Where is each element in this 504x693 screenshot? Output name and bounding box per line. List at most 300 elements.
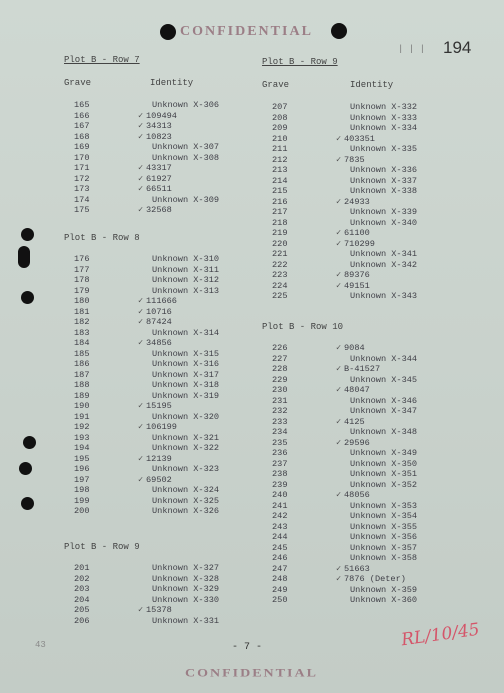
grave-row — [74, 496, 249, 507]
grave-number: 202 — [74, 573, 90, 584]
grave-row — [272, 155, 447, 166]
grave-row — [272, 522, 447, 533]
grave-row — [272, 427, 447, 438]
identity-value: 43317 — [146, 163, 172, 173]
punch-hole-left-1 — [21, 228, 34, 241]
identity-value: Unknown X-357 — [350, 542, 418, 553]
grave-row — [272, 553, 447, 564]
grave-number: 173 — [74, 184, 90, 194]
grave-row — [272, 459, 447, 470]
left-identity-header: Identity — [150, 78, 194, 88]
identity-value: Unknown X-355 — [350, 521, 418, 532]
identity-value: 4125 — [344, 416, 365, 427]
grave-number: 196 — [74, 464, 90, 474]
grave-row — [272, 144, 447, 155]
grave-row — [272, 197, 447, 208]
grave-number: 249 — [272, 584, 288, 595]
grave-row — [272, 438, 447, 449]
punch-hole-left-6 — [21, 497, 34, 510]
grave-row — [74, 163, 249, 174]
identity-value: Unknown X-322 — [152, 443, 220, 453]
identity-value: Unknown X-329 — [152, 584, 220, 594]
grave-row — [74, 174, 249, 185]
identity-value: 48047 — [344, 385, 370, 395]
check-mark: ✓ — [336, 280, 342, 291]
identity-value: Unknown X-344 — [350, 353, 418, 364]
grave-row — [74, 100, 249, 111]
grave-number: 225 — [272, 291, 288, 301]
identity-value: Unknown X-314 — [152, 327, 220, 338]
grave-number: 218 — [272, 217, 288, 228]
grave-row — [272, 239, 447, 250]
grave-number: 190 — [74, 401, 90, 411]
right-identity-header: Identity — [350, 80, 394, 90]
identity-value: Unknown X-360 — [350, 595, 418, 605]
grave-number: 177 — [74, 264, 90, 275]
punch-hole-left-3 — [21, 291, 34, 304]
identity-value: Unknown X-335 — [350, 144, 418, 154]
grave-row — [272, 385, 447, 396]
left-plot-b-row-8-title: Plot B - Row 8 — [64, 233, 140, 243]
handwritten-initials: RL/10/45 — [399, 619, 481, 651]
grave-row — [272, 123, 447, 134]
grave-number: 236 — [272, 448, 288, 458]
grave-row — [272, 281, 447, 292]
identity-value: Unknown X-347 — [350, 406, 418, 416]
grave-number: 207 — [272, 102, 288, 112]
grave-number: 176 — [74, 254, 90, 264]
grave-number: 240 — [272, 490, 288, 500]
grave-number: 211 — [272, 144, 288, 154]
identity-value: Unknown X-309 — [152, 194, 220, 205]
left-plot-b-row-9-title: Plot B - Row 9 — [64, 542, 140, 552]
grave-number: 219 — [272, 228, 288, 238]
check-mark: ✓ — [336, 437, 342, 448]
right-plot-b-row-9-title: Plot B - Row 9 — [262, 57, 338, 67]
grave-number: 213 — [272, 165, 288, 175]
grave-row — [272, 480, 447, 491]
check-mark: ✓ — [138, 205, 144, 215]
identity-value: Unknown X-352 — [350, 479, 418, 490]
grave-row — [74, 506, 249, 517]
grave-row — [272, 228, 447, 239]
grave-number: 210 — [272, 133, 288, 144]
grave-row — [74, 296, 249, 307]
confidential-stamp-top: CONFIDENTIAL — [180, 24, 313, 39]
grave-row — [74, 412, 249, 423]
identity-value: 48056 — [344, 490, 370, 500]
identity-value: B-41527 — [344, 364, 381, 374]
check-mark: ✓ — [138, 422, 144, 432]
check-mark: ✓ — [336, 228, 342, 238]
identity-value: Unknown X-331 — [152, 615, 220, 626]
check-mark: ✓ — [336, 270, 342, 280]
grave-number: 206 — [74, 615, 90, 626]
identity-value: Unknown X-339 — [350, 207, 418, 217]
grave-number: 167 — [74, 121, 90, 131]
identity-value: 34856 — [146, 338, 172, 348]
identity-value: Unknown X-316 — [152, 359, 220, 369]
identity-value: 61927 — [146, 173, 172, 184]
grave-number: 186 — [74, 359, 90, 369]
identity-value: 111666 — [146, 296, 177, 306]
identity-value: Unknown X-310 — [152, 254, 220, 264]
grave-number: 183 — [74, 327, 90, 338]
identity-value: 89376 — [344, 270, 370, 280]
grave-row — [74, 464, 249, 475]
identity-value: Unknown X-332 — [350, 102, 418, 112]
grave-number: 194 — [74, 443, 90, 453]
grave-row — [272, 448, 447, 459]
identity-value: Unknown X-327 — [152, 563, 220, 573]
check-mark: ✓ — [138, 474, 144, 485]
grave-row — [74, 359, 249, 370]
grave-row — [74, 454, 249, 465]
left-grave-header: Grave — [64, 78, 92, 88]
grave-number: 239 — [272, 479, 288, 490]
identity-value: Unknown X-328 — [152, 573, 220, 584]
page-number: 194 — [443, 38, 472, 57]
punch-hole-left-4 — [23, 436, 36, 449]
grave-row — [74, 584, 249, 595]
grave-number: 187 — [74, 369, 90, 380]
grave-number: 221 — [272, 249, 288, 259]
right-grave-header: Grave — [262, 80, 290, 90]
grave-number: 234 — [272, 427, 288, 437]
grave-number: 185 — [74, 348, 90, 359]
identity-value: Unknown X-359 — [350, 584, 418, 595]
identity-value: 34313 — [146, 121, 172, 131]
check-mark: ✓ — [336, 563, 342, 574]
grave-number: 250 — [272, 595, 288, 605]
grave-row — [272, 176, 447, 187]
grave-row — [272, 417, 447, 428]
grave-number: 166 — [74, 110, 90, 121]
identity-value: Unknown X-351 — [350, 469, 418, 479]
check-mark: ✓ — [138, 163, 144, 173]
identity-value: Unknown X-324 — [152, 485, 220, 495]
check-mark: ✓ — [138, 453, 144, 464]
identity-value: 29596 — [344, 437, 370, 448]
identity-value: 710299 — [344, 238, 375, 249]
identity-value: 24933 — [344, 196, 370, 207]
grave-row — [272, 375, 447, 386]
identity-value: Unknown X-315 — [152, 348, 220, 359]
grave-row — [272, 165, 447, 176]
grave-row — [272, 564, 447, 575]
identity-value: 61100 — [344, 228, 370, 238]
identity-value: Unknown X-313 — [152, 285, 220, 296]
identity-value: Unknown X-307 — [152, 142, 220, 152]
grave-number: 179 — [74, 285, 90, 296]
grave-number: 198 — [74, 485, 90, 495]
identity-value: 7876 (Deter) — [344, 574, 406, 584]
identity-value: Unknown X-341 — [350, 249, 418, 259]
grave-number: 214 — [272, 175, 288, 186]
grave-number: 226 — [272, 343, 288, 353]
grave-row — [74, 338, 249, 349]
grave-number: 175 — [74, 205, 90, 215]
check-mark: ✓ — [336, 343, 342, 353]
check-mark: ✓ — [138, 338, 144, 348]
grave-number: 199 — [74, 495, 90, 506]
identity-value: Unknown X-319 — [152, 390, 220, 401]
identity-value: 10823 — [146, 131, 172, 142]
identity-value: Unknown X-323 — [152, 464, 220, 474]
grave-row — [272, 354, 447, 365]
identity-value: Unknown X-325 — [152, 495, 220, 506]
right-row-9-list — [272, 102, 447, 302]
grave-number: 209 — [272, 123, 288, 133]
identity-value: Unknown X-326 — [152, 506, 220, 516]
grave-row — [74, 475, 249, 486]
check-mark: ✓ — [336, 133, 342, 144]
grave-row — [272, 186, 447, 197]
identity-value: Unknown X-348 — [350, 427, 418, 437]
grave-number: 241 — [272, 500, 288, 511]
grave-row — [272, 585, 447, 596]
grave-number: 247 — [272, 563, 288, 574]
grave-row — [272, 291, 447, 302]
identity-value: Unknown X-321 — [152, 432, 220, 443]
left-row-7-list — [74, 100, 249, 216]
right-row-10-list — [272, 343, 447, 606]
identity-value: 32568 — [146, 205, 172, 215]
check-mark: ✓ — [138, 184, 144, 194]
pencil-note: 43 — [35, 640, 46, 650]
grave-number: 200 — [74, 506, 90, 516]
check-mark: ✓ — [336, 238, 342, 249]
check-mark: ✓ — [336, 364, 342, 374]
grave-number: 181 — [74, 306, 90, 317]
grave-row — [272, 469, 447, 480]
grave-row — [272, 134, 447, 145]
identity-value: Unknown X-308 — [152, 152, 220, 163]
grave-row — [74, 563, 249, 574]
identity-value: Unknown X-340 — [350, 217, 418, 228]
grave-row — [74, 195, 249, 206]
grave-row — [74, 317, 249, 328]
identity-value: 10716 — [146, 306, 172, 317]
grave-number: 192 — [74, 422, 90, 432]
grave-number: 242 — [272, 511, 288, 521]
left-row-9-list — [74, 563, 249, 626]
grave-number: 168 — [74, 131, 90, 142]
identity-value: 9084 — [344, 343, 365, 353]
grave-row — [74, 422, 249, 433]
grave-row — [74, 265, 249, 276]
identity-value: Unknown X-358 — [350, 553, 418, 563]
identity-value: 69502 — [146, 474, 172, 485]
grave-number: 223 — [272, 270, 288, 280]
grave-number: 235 — [272, 437, 288, 448]
grave-number: 215 — [272, 186, 288, 196]
grave-number: 172 — [74, 173, 90, 184]
grave-row — [272, 406, 447, 417]
grave-number: 204 — [74, 594, 90, 605]
grave-number: 245 — [272, 542, 288, 553]
grave-number: 193 — [74, 432, 90, 443]
grave-number: 178 — [74, 275, 90, 285]
grave-number: 188 — [74, 380, 90, 390]
page-mark: | | | — [398, 44, 426, 54]
grave-number: 233 — [272, 416, 288, 427]
identity-value: 51663 — [344, 563, 370, 574]
identity-value: Unknown X-343 — [350, 291, 418, 301]
grave-row — [74, 485, 249, 496]
left-row-8-list — [74, 254, 249, 517]
identity-value: 12139 — [146, 453, 172, 464]
check-mark: ✓ — [138, 317, 144, 327]
grave-number: 171 — [74, 163, 90, 173]
grave-row — [74, 184, 249, 195]
identity-value: Unknown X-317 — [152, 369, 220, 380]
identity-value: Unknown X-334 — [350, 123, 418, 133]
grave-number: 244 — [272, 532, 288, 542]
grave-row — [74, 205, 249, 216]
grave-number: 220 — [272, 238, 288, 249]
grave-number: 229 — [272, 374, 288, 385]
grave-number: 203 — [74, 584, 90, 594]
identity-value: Unknown X-356 — [350, 532, 418, 542]
grave-row — [272, 249, 447, 260]
grave-number: 208 — [272, 112, 288, 123]
grave-number: 224 — [272, 280, 288, 291]
punch-hole-top-right — [331, 23, 347, 39]
identity-value: Unknown X-354 — [350, 511, 418, 521]
grave-row — [74, 153, 249, 164]
grave-row — [272, 207, 447, 218]
grave-row — [74, 401, 249, 412]
identity-value: 49151 — [344, 280, 370, 291]
grave-number: 184 — [74, 338, 90, 348]
identity-value: Unknown X-350 — [350, 458, 418, 469]
grave-row — [74, 391, 249, 402]
identity-value: Unknown X-346 — [350, 395, 418, 406]
check-mark: ✓ — [336, 154, 342, 165]
grave-number: 217 — [272, 207, 288, 217]
grave-number: 243 — [272, 521, 288, 532]
grave-row — [74, 275, 249, 286]
check-mark: ✓ — [138, 121, 144, 131]
grave-number: 216 — [272, 196, 288, 207]
identity-value: Unknown X-312 — [152, 275, 220, 285]
identity-value: Unknown X-337 — [350, 175, 418, 186]
grave-row — [272, 490, 447, 501]
grave-number: 197 — [74, 474, 90, 485]
grave-row — [272, 113, 447, 124]
grave-row — [74, 111, 249, 122]
identity-value: Unknown X-330 — [152, 594, 220, 605]
identity-value: Unknown X-345 — [350, 374, 418, 385]
grave-row — [74, 307, 249, 318]
grave-row — [74, 132, 249, 143]
check-mark: ✓ — [138, 296, 144, 306]
grave-number: 228 — [272, 364, 288, 374]
grave-number: 165 — [74, 100, 90, 110]
grave-number: 170 — [74, 152, 90, 163]
grave-row — [74, 595, 249, 606]
grave-row — [272, 343, 447, 354]
grave-row — [74, 328, 249, 339]
grave-number: 212 — [272, 154, 288, 165]
grave-number: 222 — [272, 259, 288, 270]
grave-number: 248 — [272, 574, 288, 584]
grave-row — [74, 574, 249, 585]
grave-row — [272, 511, 447, 522]
identity-value: Unknown X-333 — [350, 112, 418, 123]
identity-value: Unknown X-318 — [152, 380, 220, 390]
grave-number: 195 — [74, 453, 90, 464]
check-mark: ✓ — [138, 131, 144, 142]
identity-value: Unknown X-353 — [350, 500, 418, 511]
grave-number: 246 — [272, 553, 288, 563]
grave-row — [272, 218, 447, 229]
grave-number: 191 — [74, 411, 90, 422]
punch-hole-left-5 — [19, 462, 32, 475]
identity-value: Unknown X-320 — [152, 411, 220, 422]
grave-row — [74, 286, 249, 297]
grave-number: 169 — [74, 142, 90, 152]
check-mark: ✓ — [138, 605, 144, 615]
grave-row — [74, 121, 249, 132]
punch-hole-top — [160, 24, 176, 40]
grave-row — [74, 142, 249, 153]
grave-row — [74, 254, 249, 265]
identity-value: Unknown X-338 — [350, 186, 418, 196]
check-mark: ✓ — [138, 306, 144, 317]
check-mark: ✓ — [138, 401, 144, 411]
identity-value: Unknown X-306 — [152, 100, 220, 110]
identity-value: 403351 — [344, 133, 375, 144]
left-plot-b-row-7-title: Plot B - Row 7 — [64, 55, 140, 65]
grave-row — [74, 605, 249, 616]
identity-value: Unknown X-349 — [350, 448, 418, 458]
grave-number: 237 — [272, 458, 288, 469]
grave-number: 231 — [272, 395, 288, 406]
check-mark: ✓ — [138, 173, 144, 184]
grave-number: 201 — [74, 563, 90, 573]
punch-hole-left-2 — [18, 246, 30, 268]
identity-value: Unknown X-342 — [350, 259, 418, 270]
identity-value: 109494 — [146, 110, 177, 121]
grave-row — [272, 260, 447, 271]
identity-value: 87424 — [146, 317, 172, 327]
check-mark: ✓ — [336, 574, 342, 584]
grave-number: 227 — [272, 353, 288, 364]
grave-row — [272, 396, 447, 407]
grave-number: 174 — [74, 194, 90, 205]
grave-row — [74, 349, 249, 360]
check-mark: ✓ — [336, 416, 342, 427]
grave-number: 238 — [272, 469, 288, 479]
grave-number: 232 — [272, 406, 288, 416]
confidential-stamp-bottom: CONFIDENTIAL — [185, 667, 318, 680]
identity-value: Unknown X-336 — [350, 165, 418, 175]
grave-row — [272, 532, 447, 543]
grave-number: 189 — [74, 390, 90, 401]
grave-row — [74, 616, 249, 627]
check-mark: ✓ — [336, 490, 342, 500]
identity-value: 66511 — [146, 184, 172, 194]
grave-number: 182 — [74, 317, 90, 327]
grave-row — [272, 574, 447, 585]
page-footer-number: - 7 - — [232, 642, 263, 653]
identity-value: 15195 — [146, 401, 172, 411]
grave-row — [272, 543, 447, 554]
grave-row — [272, 364, 447, 375]
grave-row — [272, 595, 447, 606]
